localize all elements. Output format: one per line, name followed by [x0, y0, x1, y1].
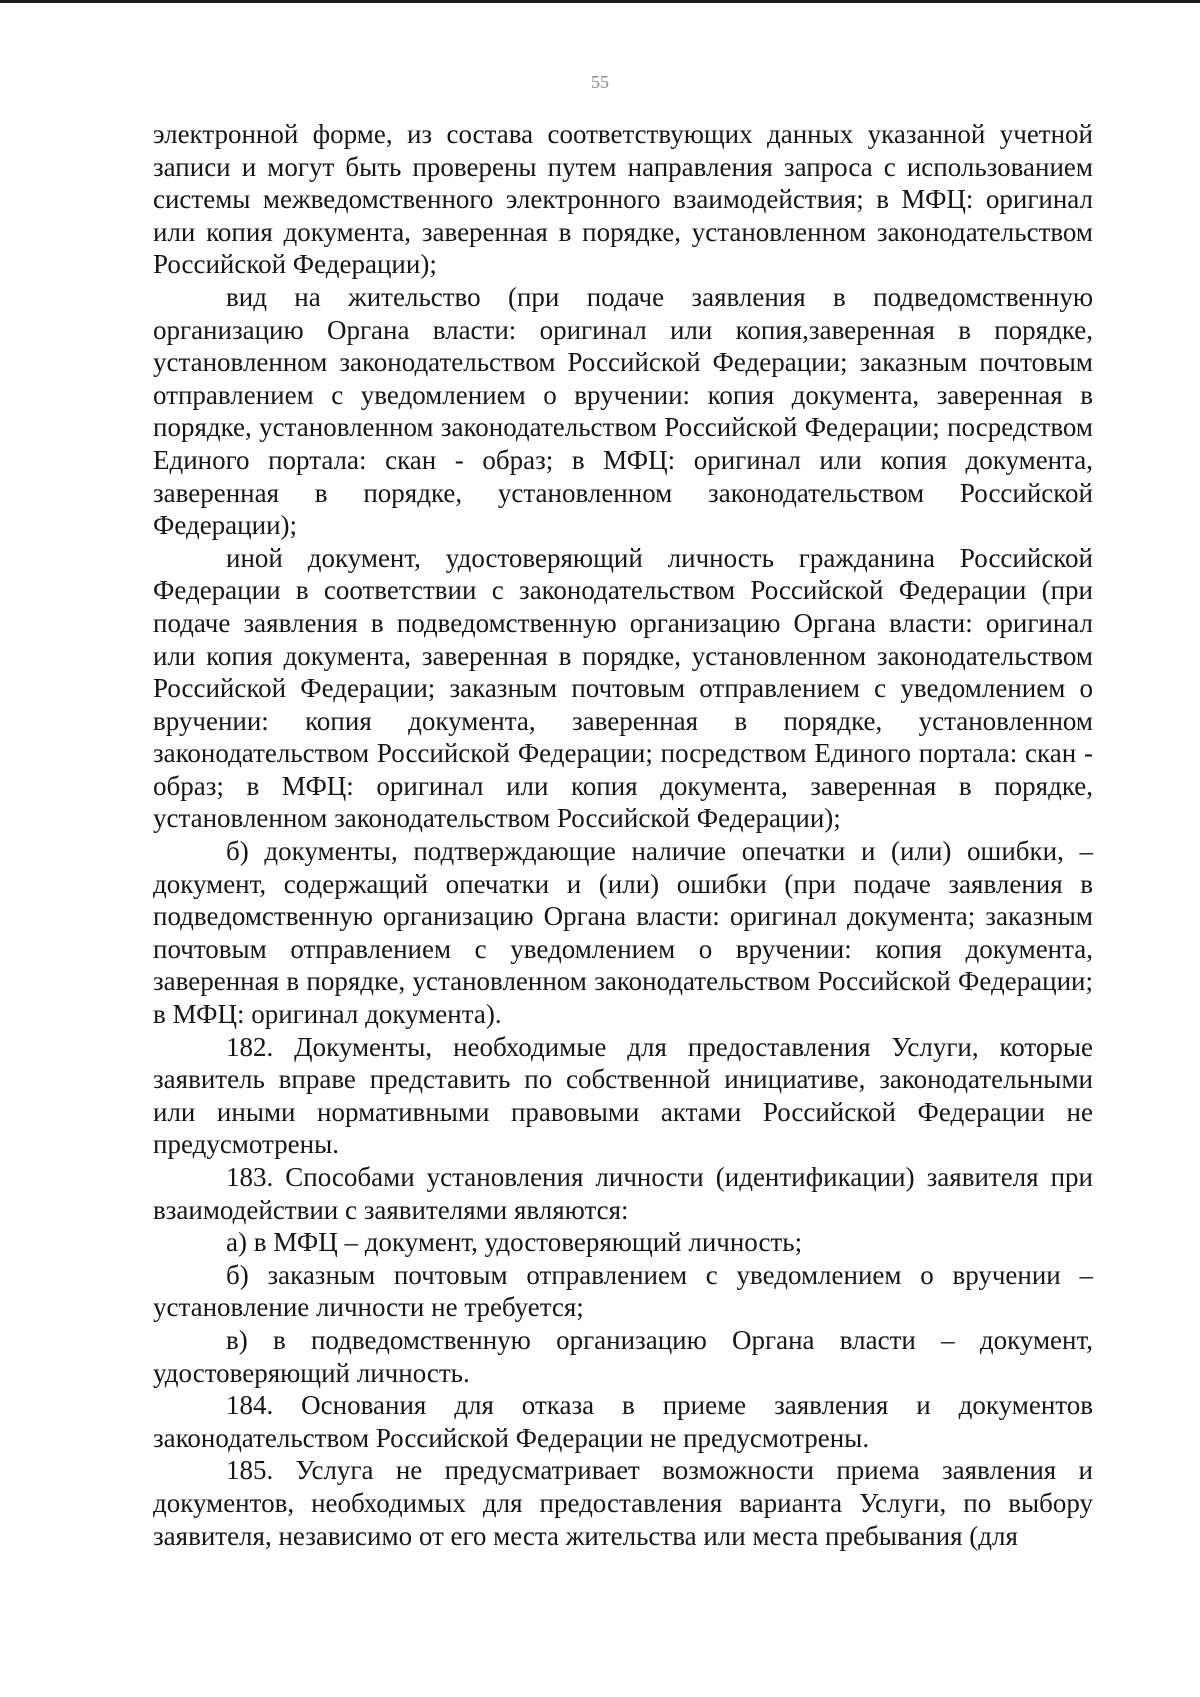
paragraph-item-b-typo-documents: б) документы, подтверждающие наличие опечатки и (или) ошибки, – документ, содержащий опечатки и (или) ошибки (при подаче заявления в подведомственную организацию Органа власти: оригинал документа; заказным почтовым отправлением с уведомлением о вручении: копия документа, заверенная в порядке, установленном законодательством Российской Федерации; в МФЦ: оригинал документа). — [153, 836, 1093, 1030]
paragraph-183-v: в) в подведомственную организацию Органа власти – документ, удостоверяющий личность. — [153, 1324, 1093, 1388]
paragraph-183-a: а) в МФЦ – документ, удостоверяющий личность; — [226, 1227, 803, 1258]
document-body — [153, 118, 1093, 1552]
paragraph-184: 184. Основания для отказа в приеме заявления и документов законодательством Российской Федерации не предусмотрены. — [153, 1390, 1093, 1453]
paragraph-182: 182. Документы, необходимые для предоставления Услуги, которые заявитель вправе представить по собственной инициативе, законодательными или иными нормативными правовыми актами Российской Федерации не предусмотрены. — [153, 1031, 1093, 1160]
paragraph-continuation: электронной форме, из состава соответствующих данных указанной учетной записи и могут быть проверены путем направления запроса с использованием системы межведомственного электронного взаимодействия; в МФЦ: оригинал или копия документа, заверенная в порядке, установленном законодательством Российской Федерации); — [153, 119, 1093, 280]
paragraph-other-id-document: иной документ, удостоверяющий личность гражданина Российской Федерации в соответствии с законодательством Российской Федерации (при подаче заявления в подведомственную организацию Органа власти: оригинал или копия документа, заверенная в порядке, установленном законодательством Российской Федерации; заказным почтовым отправлением с уведомлением о вручении: копия документа, заверенная в порядке, установленном законодательством Российской Федерации; посредством Единого портала: скан - образ; в МФЦ: оригинал или копия документа, заверенная в порядке, установленном законодательством Российской Федерации); — [153, 542, 1093, 834]
page-number: 55 — [591, 72, 609, 92]
top-border-line — [0, 0, 1200, 3]
paragraph-183-b: б) заказным почтовым отправлением с уведомлением о вручении – установление личности не требуется; — [153, 1259, 1093, 1323]
paragraph-residence-permit: вид на жительство (при подаче заявления в подведомственную организацию Органа власти: оригинал или копия,заверенная в порядке, установленном законодательством Российской Федерации; заказным почтовым отправлением с уведомлением о вручении: копия документа, заверенная в порядке, установленном законодательством Российской Федерации; посредством Единого портала: скан - образ; в МФЦ: оригинал или копия документа, заверенная в порядке, установленном законодательством Российской Федерации); — [153, 281, 1093, 541]
paragraph-185: 185. Услуга не предусматривает возможности приема заявления и документов, необходимых для предоставления варианта Услуги, по выбору заявителя, независимо от его места жительства или места пребывания (для — [153, 1455, 1093, 1551]
paragraph-183: 183. Способами установления личности (идентификации) заявителя при взаимодействии с заявителями являются: — [153, 1162, 1093, 1225]
